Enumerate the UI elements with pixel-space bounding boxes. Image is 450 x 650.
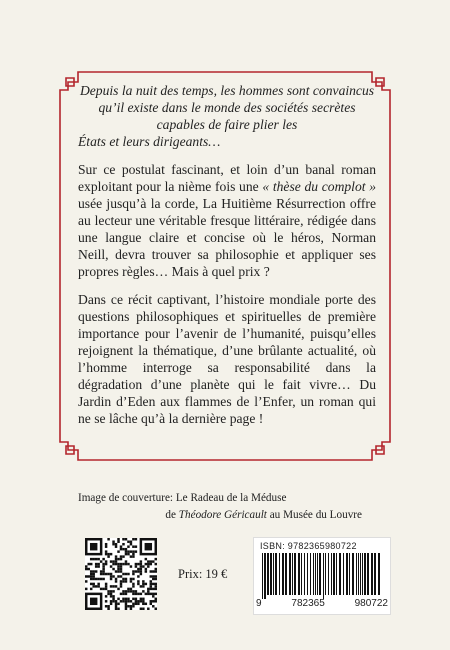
credit-author: Théodore Géricault: [178, 509, 267, 521]
credit-line-2: [78, 507, 362, 524]
barcode-icon: [260, 553, 384, 599]
paragraph-1-end: usée jusqu’à la corde, La Huitième Résurrection offre au lecteur une véritable fresque littéraire, rédigée dans une langue claire et concise où le héros, Norman Neill, devra trouver sa philosophie et appliquer ses propres règles… Mais à quel prix ?: [78, 196, 376, 279]
intro-text-end: États et leurs dirigeants…: [78, 134, 221, 149]
isbn-left-group: 782365: [291, 598, 325, 609]
isbn-label: ISBN: 9782365980722: [260, 541, 357, 551]
credit-prefix: de: [165, 509, 176, 521]
paragraph-2: Dans ce récit captivant, l’histoire mondiale porte des questions philosophiques et spirituelles de première importance pour l’avenir de l’humanité, puisqu’elles rejoignent la thématique, d’une brûlante actualité, où l’homme interroge sa responsabilité dans la dégradation d’une planète qui le fait vivre… Du Jardin d’Eden aux flammes de l’Enfer, un roman qui ne se lâche qu’à la dernière page !: [78, 292, 376, 426]
isbn-right-group: 980722: [354, 598, 388, 609]
qr-code-icon: [85, 538, 157, 610]
cover-image-credit: [78, 490, 362, 524]
isbn-barcode: [253, 537, 391, 615]
back-cover-blurb: [78, 82, 376, 438]
paragraph-1-start: Sur ce postulat fascinant, et loin d’un banal roman exploitant pour la nième fois une: [78, 162, 376, 194]
credit-suffix: au Musée du Louvre: [269, 509, 362, 521]
price-label: Prix: 19 €: [178, 567, 228, 581]
paragraph-1: [78, 161, 376, 280]
isbn-digits: [256, 598, 388, 609]
credit-line-1: Image de couverture: Le Radeau de la Méduse: [78, 492, 287, 504]
isbn-first-digit: 9: [256, 598, 262, 609]
quoted-phrase: « thèse du complot »: [262, 179, 376, 194]
intro-text: Depuis la nuit des temps, les hommes sont convaincus qu’il existe dans le monde des sociétés secrètes capables de faire plier les: [79, 83, 375, 132]
